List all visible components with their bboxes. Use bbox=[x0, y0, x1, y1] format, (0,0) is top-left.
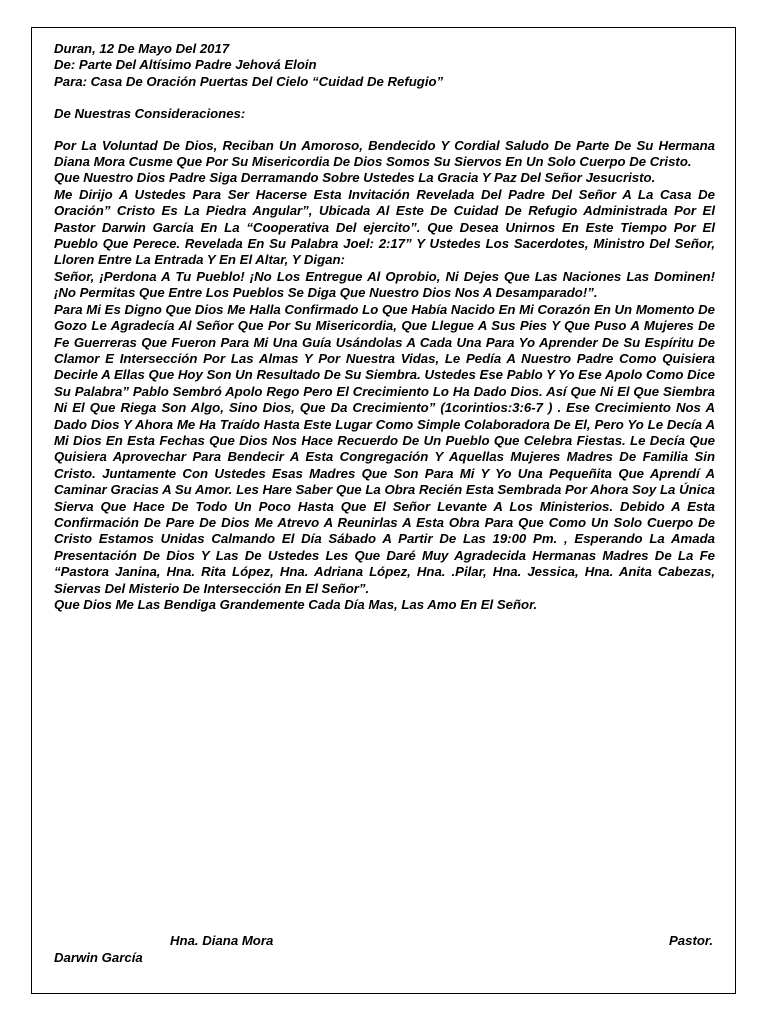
paragraph: Señor, ¡Perdona A Tu Pueblo! ¡No Los Entregue Al Oprobio, Ni Dejes Que Las Naciones Las Dominen! ¡No Permitas Que Entre Los Pueblos Se Diga Que Nuestro Dios Nos A Desamparado!”. bbox=[54, 268, 715, 301]
greeting: De Nuestras Consideraciones: bbox=[54, 106, 246, 122]
paragraph: Me Dirijo A Ustedes Para Ser Hacerse Esta Invitación Revelada Del Padre Del Señor A La Casa De Oración” Cristo Es La Piedra Angular”, Ubicada Al Este De Cuidad De Refugio Administrada Por El Pastor Darwin García En La “Cooperativa Del ejercito”. Que Desea Unirnos En Este Tiempo Por El Pueblo Que Perece. Revelada En Su Palabra Joel: 2:17” Y Ustedes Los Sacerdotes, Ministro Del Señor, Lloren Entre La Entrada Y En El Altar, Y Digan: bbox=[54, 186, 715, 268]
signature-pastor-name: Darwin García bbox=[54, 950, 143, 965]
paragraph: Que Nuestro Dios Padre Siga Derramando Sobre Ustedes La Gracia Y Paz Del Señor Jesucristo. bbox=[54, 170, 656, 186]
date-line: Duran, 12 De Mayo Del 2017 bbox=[54, 41, 230, 56]
signature-title: Pastor. bbox=[669, 933, 713, 948]
paragraph: Por La Voluntad De Dios, Reciban Un Amoroso, Bendecido Y Cordial Saludo De Parte De Su Hermana Diana Mora Cusme Que Por Su Misericordia De Dios Somos Su Siervos En Un Solo Cuerpo De Cristo. bbox=[54, 137, 715, 170]
signature-name: Hna. Diana Mora bbox=[170, 933, 274, 948]
letter-body bbox=[54, 41, 715, 613]
paragraph: Para Mi Es Digno Que Dios Me Halla Confirmado Lo Que Había Nacido En Mi Corazón En Un Momento De Gozo Le Agradecía Al Señor Que Por Su Misericordia, Que Llegue A Sus Pies Y Que Puso A Mujeres De Fe Guerreras Que Fueron Para Mi Una Guía Usándolas A Cada Una Para Yo Aprender De Su Espíritu De Clamor E Intersección Por Las Almas Y Por Nuestra Vidas, Le Pedía A Nuestro Padre Como Quisiera Decirle A Ellas Que Hoy Son Un Resultado De Su Siembra. Ustedes Ese Pablo Y Yo Ese Apolo Como Dice Su Palabra” Pablo Sembró Apolo Rego Pero El Crecimiento Lo Ha Dado Dios. Así Que Ni El Que Siembra Ni El Que Riega Son Algo, Sino Dios, Que Da Crecimiento” (1corintios:3:6-7 ) . Ese Crecimiento Nos A Dado Dios Y Ahora Me Ha Traído Hasta Este Lugar Como Simple Colaboradora De El, Pero Yo Le Decía A Mi Dios En Esta Fechas Que Dios Nos Hace Recuerdo De Un Pueblo Que Celebra Fiestas. Le Decía Que Quisiera Aprovechar Para Bendecir A Esta Congregación Y Aquellas Mujeres Madres De Familia Sin Cristo. Juntamente Con Ustedes Esas Madres Que Son Para Mi Y Yo Una Pequeñita Que Aprendí A Caminar Gracias A Su Amor. Les Hare Saber Que La Obra Recién Esta Sembrada Por Ahora Soy La Única Sierva Que Hace De Todo Un Poco Hasta Que El Señor Levante A Los Ministerios. Debido A Esta Confirmación De Pare De Dios Me Atrevo A Reunirlas A Esta Obra Para Que Como Un Solo Cuerpo De Cristo Estamos Unidas Calmando El Día Sábado A Partir De Las 19:00 Pm. , Esperando La Amada Presentación De Dios Y Las De Ustedes Les Que Daré Muy Agradecida Hermanas Madres De La Fe “Pastora Janina, Hna. Rita López, Hna. Adriana López, Hna. .Pilar, Hna. Jessica, Hna. Anita Cabezas, Siervas Del Misterio De Intersección En El Señor”. bbox=[54, 301, 715, 596]
signature-block bbox=[54, 931, 715, 971]
letter-paragraphs bbox=[54, 138, 715, 614]
to-line: Para: Casa De Oración Puertas Del Cielo “Cuidad De Refugio” bbox=[54, 73, 444, 89]
paragraph: Que Dios Me Las Bendiga Grandemente Cada Día Mas, Las Amo En El Señor. bbox=[54, 597, 538, 612]
from-line: De: Parte Del Altísimo Padre Jehová Eloin bbox=[54, 57, 317, 73]
letter-header bbox=[54, 41, 715, 90]
